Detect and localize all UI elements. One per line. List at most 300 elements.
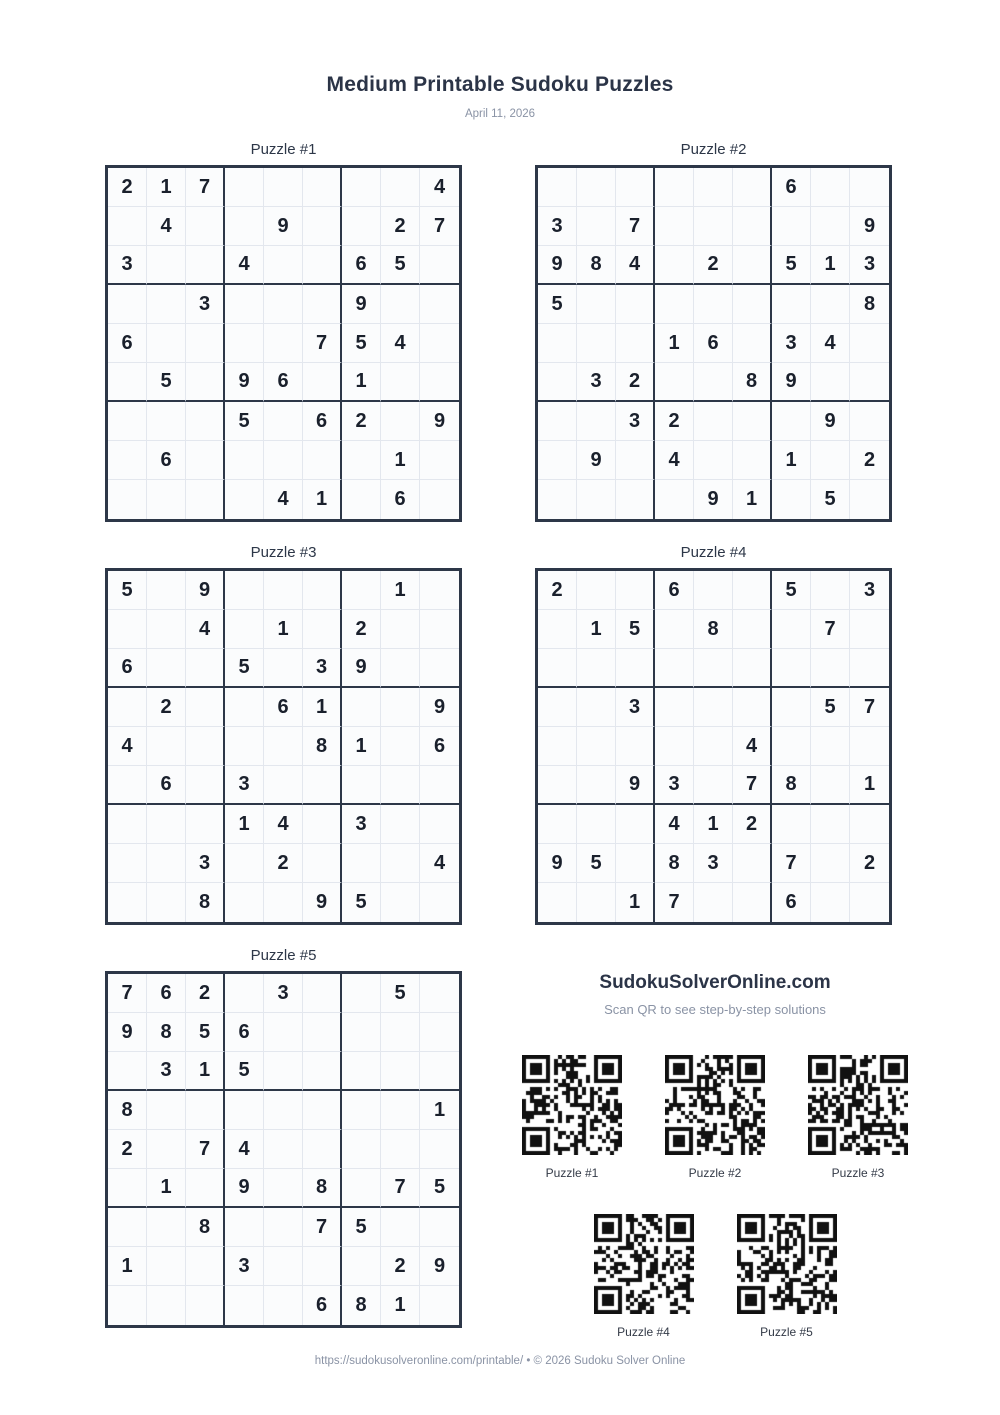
sudoku-cell [733, 441, 772, 480]
sudoku-cell [772, 402, 811, 441]
sudoku-cell [225, 571, 264, 610]
sudoku-cell: 6 [342, 246, 381, 285]
sudoku-cell [342, 974, 381, 1013]
sudoku-cell: 8 [772, 766, 811, 805]
sudoku-cell [264, 402, 303, 441]
sudoku-cell [342, 1091, 381, 1130]
qr-code-icon [808, 1055, 908, 1155]
sudoku-cell: 7 [772, 844, 811, 883]
sudoku-cell [655, 363, 694, 402]
sudoku-cell: 3 [850, 571, 889, 610]
sudoku-cell [538, 441, 577, 480]
sudoku-cell [186, 441, 225, 480]
sudoku-cell [655, 610, 694, 649]
sudoku-cell: 6 [108, 324, 147, 363]
sudoku-cell [772, 805, 811, 844]
sudoku-cell: 3 [538, 207, 577, 246]
sudoku-cell: 1 [108, 1247, 147, 1286]
sudoku-cell: 6 [694, 324, 733, 363]
sudoku-cell [303, 1091, 342, 1130]
sudoku-cell: 3 [303, 649, 342, 688]
sudoku-cell [303, 974, 342, 1013]
sudoku-cell [381, 402, 420, 441]
sudoku-cell: 9 [420, 1247, 459, 1286]
footer-text: https://sudokusolveronline.com/printable/ • © 2026 Sudoku Solver Online [314, 1355, 686, 1367]
sudoku-cell [733, 246, 772, 285]
qr-section-subheading: Scan QR to see step-by-step solutions [604, 1002, 826, 1017]
sudoku-cell [147, 571, 186, 610]
sudoku-cell [381, 610, 420, 649]
sudoku-cell [186, 246, 225, 285]
sudoku-cell: 3 [616, 688, 655, 727]
page-title: Medium Printable Sudoku Puzzles [326, 73, 674, 96]
sudoku-cell: 5 [420, 1169, 459, 1208]
sudoku-cell: 1 [694, 805, 733, 844]
qr-label-puzzle-5: Puzzle #5 [760, 1325, 813, 1339]
sudoku-cell [811, 649, 850, 688]
sudoku-cell [303, 844, 342, 883]
sudoku-cell: 3 [108, 246, 147, 285]
sudoku-cell: 9 [538, 844, 577, 883]
sudoku-cell [108, 610, 147, 649]
sudoku-cell [538, 766, 577, 805]
sudoku-cell [733, 168, 772, 207]
sudoku-cell [420, 974, 459, 1013]
sudoku-cell: 7 [303, 324, 342, 363]
sudoku-cell [186, 727, 225, 766]
sudoku-cell [303, 207, 342, 246]
sudoku-cell: 9 [225, 363, 264, 402]
puzzle-title-3: Puzzle #3 [250, 544, 317, 561]
sudoku-cell [694, 363, 733, 402]
sudoku-cell [147, 1286, 186, 1325]
sudoku-cell [577, 285, 616, 324]
page-date: April 11, 2026 [464, 108, 536, 120]
sudoku-cell: 4 [264, 480, 303, 519]
sudoku-cell: 2 [342, 610, 381, 649]
sudoku-cell [303, 441, 342, 480]
sudoku-cell: 8 [850, 285, 889, 324]
sudoku-cell: 3 [577, 363, 616, 402]
sudoku-cell [342, 571, 381, 610]
sudoku-cell: 3 [694, 844, 733, 883]
qr-item-puzzle-3 [808, 1055, 908, 1180]
sudoku-cell [381, 766, 420, 805]
sudoku-cell [108, 688, 147, 727]
sudoku-cell [303, 246, 342, 285]
sudoku-cell: 3 [186, 844, 225, 883]
sudoku-cell: 4 [420, 844, 459, 883]
sudoku-cell [186, 688, 225, 727]
sudoku-cell [577, 207, 616, 246]
sudoku-cell: 9 [420, 402, 459, 441]
sudoku-cell: 8 [147, 1013, 186, 1052]
sudoku-cell: 2 [108, 168, 147, 207]
sudoku-cell [772, 727, 811, 766]
qr-label-puzzle-4: Puzzle #4 [617, 1325, 670, 1339]
puzzle-title-2: Puzzle #2 [680, 141, 747, 158]
sudoku-cell: 2 [147, 688, 186, 727]
sudoku-cell: 1 [772, 441, 811, 480]
sudoku-cell [538, 402, 577, 441]
sudoku-cell [616, 727, 655, 766]
sudoku-cell: 9 [811, 402, 850, 441]
sudoku-cell [733, 883, 772, 922]
sudoku-cell: 3 [186, 285, 225, 324]
sudoku-cell: 1 [303, 688, 342, 727]
sudoku-cell [264, 1013, 303, 1052]
sudoku-cell: 6 [264, 363, 303, 402]
sudoku-cell [225, 883, 264, 922]
sudoku-cell [420, 610, 459, 649]
sudoku-cell [264, 727, 303, 766]
sudoku-cell: 1 [655, 324, 694, 363]
sudoku-cell [616, 285, 655, 324]
sudoku-cell: 1 [342, 363, 381, 402]
sudoku-cell: 2 [850, 844, 889, 883]
puzzle-title-5: Puzzle #5 [250, 947, 317, 964]
sudoku-grid-2 [535, 165, 892, 522]
sudoku-cell [577, 766, 616, 805]
sudoku-cell [577, 883, 616, 922]
sudoku-cell [108, 805, 147, 844]
sudoku-cell [733, 207, 772, 246]
sudoku-cell [225, 285, 264, 324]
sudoku-cell: 3 [850, 246, 889, 285]
sudoku-grid-1 [105, 165, 462, 522]
sudoku-cell: 1 [303, 480, 342, 519]
sudoku-cell [225, 324, 264, 363]
sudoku-cell: 2 [850, 441, 889, 480]
sudoku-cell: 1 [420, 1091, 459, 1130]
sudoku-cell [147, 402, 186, 441]
sudoku-cell [264, 285, 303, 324]
sudoku-cell: 3 [772, 324, 811, 363]
sudoku-cell [303, 1052, 342, 1091]
sudoku-cell [381, 805, 420, 844]
sudoku-cell [694, 207, 733, 246]
sudoku-cell [616, 480, 655, 519]
sudoku-cell: 2 [616, 363, 655, 402]
sudoku-cell: 5 [381, 246, 420, 285]
sudoku-cell: 4 [264, 805, 303, 844]
sudoku-cell: 4 [811, 324, 850, 363]
sudoku-cell [264, 1208, 303, 1247]
sudoku-cell [303, 1247, 342, 1286]
sudoku-cell [655, 246, 694, 285]
sudoku-cell [655, 168, 694, 207]
sudoku-cell [186, 805, 225, 844]
sudoku-cell [733, 844, 772, 883]
sudoku-cell [303, 1013, 342, 1052]
sudoku-cell [850, 727, 889, 766]
sudoku-cell: 9 [264, 207, 303, 246]
sudoku-cell [303, 766, 342, 805]
sudoku-cell [655, 285, 694, 324]
sudoku-cell: 7 [850, 688, 889, 727]
sudoku-grid-5 [105, 971, 462, 1328]
sudoku-cell: 5 [108, 571, 147, 610]
sudoku-cell: 4 [186, 610, 225, 649]
sudoku-cell [420, 805, 459, 844]
sudoku-cell: 4 [420, 168, 459, 207]
qr-code-icon [737, 1214, 837, 1314]
sudoku-cell: 5 [616, 610, 655, 649]
sudoku-cell [342, 766, 381, 805]
sudoku-cell [264, 246, 303, 285]
sudoku-cell [694, 285, 733, 324]
sudoku-cell [811, 766, 850, 805]
sudoku-cell: 5 [811, 480, 850, 519]
puzzle-block-3 [105, 545, 462, 925]
sudoku-cell [694, 883, 733, 922]
sudoku-cell [811, 883, 850, 922]
sudoku-cell: 1 [381, 441, 420, 480]
sudoku-cell [147, 246, 186, 285]
sudoku-cell [655, 207, 694, 246]
sudoku-cell: 8 [303, 1169, 342, 1208]
sudoku-cell [147, 1247, 186, 1286]
sudoku-cell: 9 [694, 480, 733, 519]
sudoku-cell [186, 1247, 225, 1286]
sudoku-cell [264, 649, 303, 688]
sudoku-cell: 6 [381, 480, 420, 519]
sudoku-cell: 9 [420, 688, 459, 727]
sudoku-cell [772, 480, 811, 519]
sudoku-cell: 1 [186, 1052, 225, 1091]
sudoku-cell: 6 [772, 883, 811, 922]
sudoku-cell [577, 402, 616, 441]
sudoku-cell [850, 324, 889, 363]
sudoku-cell [342, 1130, 381, 1169]
qr-label-puzzle-3: Puzzle #3 [831, 1166, 885, 1180]
sudoku-cell [225, 688, 264, 727]
sudoku-cell [147, 727, 186, 766]
sudoku-cell [538, 610, 577, 649]
sudoku-cell [694, 441, 733, 480]
sudoku-cell: 2 [538, 571, 577, 610]
sudoku-cell: 2 [381, 1247, 420, 1286]
sudoku-cell [186, 480, 225, 519]
sudoku-cell [420, 649, 459, 688]
sudoku-cell: 1 [577, 610, 616, 649]
sudoku-cell [772, 649, 811, 688]
sudoku-cell [342, 480, 381, 519]
sudoku-cell: 9 [108, 1013, 147, 1052]
sudoku-cell [303, 168, 342, 207]
sudoku-cell [733, 285, 772, 324]
sudoku-cell [225, 168, 264, 207]
sudoku-cell [733, 402, 772, 441]
qr-code-icon [522, 1055, 622, 1155]
sudoku-cell: 6 [147, 441, 186, 480]
sudoku-cell: 6 [147, 766, 186, 805]
sudoku-cell [694, 688, 733, 727]
sudoku-cell [420, 324, 459, 363]
sudoku-cell [381, 688, 420, 727]
sudoku-cell [420, 246, 459, 285]
sudoku-cell [850, 402, 889, 441]
sudoku-cell [342, 1169, 381, 1208]
sudoku-cell [694, 571, 733, 610]
sudoku-cell: 6 [264, 688, 303, 727]
sudoku-cell: 5 [147, 363, 186, 402]
sudoku-cell: 4 [655, 805, 694, 844]
sudoku-cell [577, 571, 616, 610]
sudoku-cell [850, 649, 889, 688]
sudoku-cell [108, 766, 147, 805]
sudoku-cell [225, 441, 264, 480]
sudoku-cell [147, 805, 186, 844]
sudoku-cell [147, 649, 186, 688]
sudoku-cell: 7 [381, 1169, 420, 1208]
sudoku-cell: 1 [616, 883, 655, 922]
sudoku-cell [186, 324, 225, 363]
sudoku-cell: 3 [147, 1052, 186, 1091]
sudoku-cell [303, 805, 342, 844]
puzzle-block-5 [105, 948, 462, 1328]
puzzle-block-4 [535, 545, 892, 925]
sudoku-cell: 2 [342, 402, 381, 441]
sudoku-cell: 4 [381, 324, 420, 363]
sudoku-cell [303, 1130, 342, 1169]
sudoku-cell [850, 883, 889, 922]
qr-row-2 [505, 1214, 925, 1339]
sudoku-cell: 5 [186, 1013, 225, 1052]
sudoku-cell: 6 [303, 402, 342, 441]
sudoku-cell: 7 [733, 766, 772, 805]
sudoku-cell [420, 1130, 459, 1169]
sudoku-cell [655, 688, 694, 727]
sudoku-cell [108, 1169, 147, 1208]
sudoku-cell [108, 844, 147, 883]
sudoku-cell [147, 285, 186, 324]
sudoku-cell: 4 [616, 246, 655, 285]
sudoku-cell: 1 [225, 805, 264, 844]
sudoku-cell: 8 [694, 610, 733, 649]
puzzle-title-4: Puzzle #4 [680, 544, 747, 561]
sudoku-cell [225, 207, 264, 246]
sudoku-cell [342, 207, 381, 246]
sudoku-cell [811, 844, 850, 883]
sudoku-cell: 9 [538, 246, 577, 285]
sudoku-cell [381, 649, 420, 688]
sudoku-cell [733, 571, 772, 610]
sudoku-cell [772, 207, 811, 246]
sudoku-cell: 5 [225, 402, 264, 441]
sudoku-cell [850, 363, 889, 402]
sudoku-cell [850, 805, 889, 844]
sudoku-cell [694, 649, 733, 688]
sudoku-cell: 6 [108, 649, 147, 688]
sudoku-cell [225, 1091, 264, 1130]
sudoku-cell [342, 844, 381, 883]
qr-row-1 [505, 1055, 925, 1180]
sudoku-cell [108, 1208, 147, 1247]
sudoku-cell [303, 610, 342, 649]
sudoku-cell [342, 441, 381, 480]
sudoku-cell [108, 441, 147, 480]
sudoku-cell: 9 [577, 441, 616, 480]
sudoku-cell [655, 727, 694, 766]
sudoku-cell [616, 649, 655, 688]
sudoku-cell: 5 [811, 688, 850, 727]
sudoku-cell [225, 727, 264, 766]
sudoku-cell [108, 1286, 147, 1325]
sudoku-cell: 3 [264, 974, 303, 1013]
sudoku-cell [342, 1013, 381, 1052]
sudoku-cell [225, 974, 264, 1013]
sudoku-cell: 2 [108, 1130, 147, 1169]
sudoku-cell [186, 402, 225, 441]
sudoku-cell [147, 610, 186, 649]
sudoku-cell: 8 [108, 1091, 147, 1130]
sudoku-cell: 9 [225, 1169, 264, 1208]
sudoku-cell: 5 [342, 1208, 381, 1247]
sudoku-cell [342, 1052, 381, 1091]
sudoku-cell: 7 [108, 974, 147, 1013]
sudoku-cell [733, 688, 772, 727]
sudoku-cell: 9 [186, 571, 225, 610]
sudoku-cell [264, 1247, 303, 1286]
sudoku-cell [186, 649, 225, 688]
sudoku-cell [225, 844, 264, 883]
sudoku-cell: 4 [733, 727, 772, 766]
sudoku-cell [420, 571, 459, 610]
sudoku-cell [420, 883, 459, 922]
sudoku-cell [811, 207, 850, 246]
qr-item-puzzle-2 [665, 1055, 765, 1180]
sudoku-cell [303, 571, 342, 610]
sudoku-cell: 8 [303, 727, 342, 766]
sudoku-cell [616, 168, 655, 207]
sudoku-cell: 3 [616, 402, 655, 441]
sudoku-cell: 7 [616, 207, 655, 246]
sudoku-cell: 7 [186, 1130, 225, 1169]
sudoku-cell: 3 [225, 1247, 264, 1286]
sudoku-cell [616, 805, 655, 844]
sudoku-cell [108, 1052, 147, 1091]
sudoku-cell [811, 571, 850, 610]
sudoku-cell [577, 649, 616, 688]
sudoku-cell [381, 727, 420, 766]
sudoku-cell: 8 [342, 1286, 381, 1325]
sudoku-cell: 9 [342, 285, 381, 324]
sudoku-cell: 4 [655, 441, 694, 480]
sudoku-cell: 5 [342, 324, 381, 363]
sudoku-cell: 3 [655, 766, 694, 805]
sudoku-cell: 6 [772, 168, 811, 207]
qr-item-puzzle-5 [737, 1214, 837, 1339]
qr-item-puzzle-1 [522, 1055, 622, 1180]
sudoku-cell [342, 1247, 381, 1286]
sudoku-cell: 7 [811, 610, 850, 649]
sudoku-cell: 6 [303, 1286, 342, 1325]
sudoku-cell [850, 480, 889, 519]
sudoku-cell [850, 168, 889, 207]
sudoku-cell: 7 [303, 1208, 342, 1247]
sudoku-cell [303, 363, 342, 402]
sudoku-cell [186, 1169, 225, 1208]
sudoku-cell [264, 441, 303, 480]
sudoku-cell [420, 441, 459, 480]
sudoku-cell: 4 [108, 727, 147, 766]
sudoku-cell [616, 844, 655, 883]
sudoku-cell: 5 [225, 1052, 264, 1091]
sudoku-cell [108, 883, 147, 922]
sudoku-cell [381, 363, 420, 402]
sudoku-cell [225, 610, 264, 649]
